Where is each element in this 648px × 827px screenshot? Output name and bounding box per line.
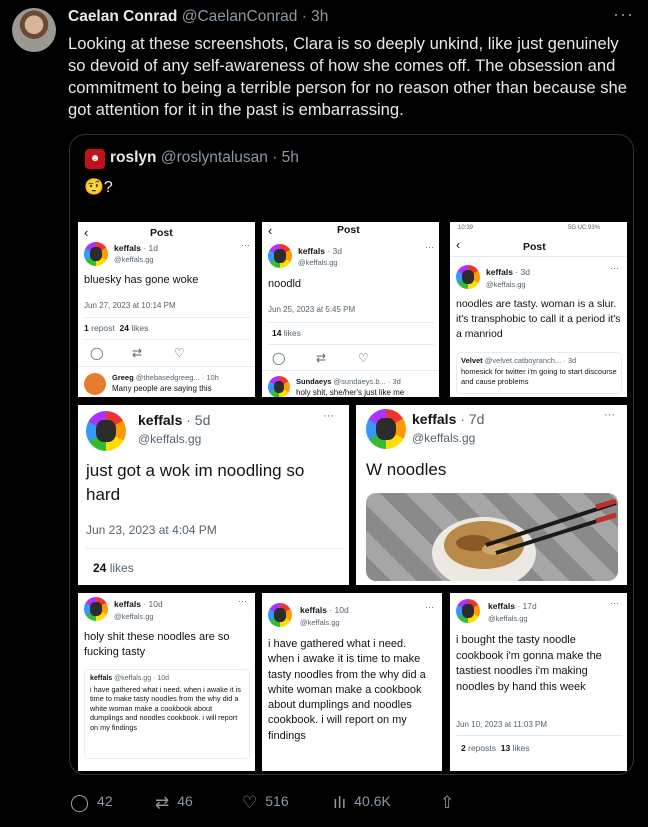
quoted-tweet[interactable] (69, 134, 634, 775)
status-bar-signal: 5G UC 93% (568, 225, 601, 231)
reply-icon: ◯ (90, 346, 104, 360)
like-icon: ♡ (358, 351, 369, 365)
noodle-bowl-illustration (366, 493, 618, 581)
screenshot-5[interactable] (356, 405, 627, 585)
more-icon: ··· (604, 409, 615, 421)
reply-text: homesick for twitter i'm going to start discourse and cause problems (461, 367, 617, 386)
post-meta: keffals · 5d (138, 412, 211, 428)
avatar (456, 265, 480, 289)
post-stats: 24 likes (93, 561, 134, 575)
like-icon: ♡ (242, 793, 258, 812)
post-meta: keffals · 10d (300, 605, 349, 615)
reply-icon: ◯ (272, 351, 286, 365)
post-date: Jun 23, 2023 at 4:04 PM (86, 523, 217, 537)
post-handle: @keffals.gg (300, 618, 340, 627)
post-stats: 2 reposts 13 likes (461, 743, 530, 753)
post-handle: @keffals.gg (488, 614, 528, 623)
more-icon: ··· (610, 263, 619, 273)
reply-avatar (84, 373, 106, 395)
post-header: Post (150, 227, 173, 239)
author-name[interactable]: Caelan Conrad (68, 8, 178, 25)
quote-author-handle[interactable]: @roslyntalusan (160, 149, 268, 166)
more-icon: ··· (238, 596, 247, 606)
avatar (86, 411, 126, 451)
screenshot-7[interactable] (262, 593, 442, 771)
avatar (84, 597, 108, 621)
post-meta: keffals · 10d (114, 599, 163, 609)
post-header: Post (337, 224, 360, 236)
reply-card (456, 352, 622, 394)
post-handle: @keffals.gg (298, 258, 338, 267)
more-icon: ··· (425, 242, 434, 252)
reply-button[interactable] (70, 793, 113, 813)
noodle-photo (366, 493, 618, 581)
reply-icon: ◯ (70, 793, 90, 812)
like-count: 516 (265, 793, 289, 809)
post-handle: @keffals.gg (138, 432, 202, 446)
tweet-time[interactable]: · 3h (301, 8, 329, 25)
like-icon: ♡ (174, 346, 185, 360)
avatar (84, 242, 108, 266)
reply-meta: Greeg @thebasedgreeg... · 10h (112, 373, 219, 382)
reply-text: holy shit, she/her's just like me (296, 388, 405, 397)
quote-text: 🤨? (84, 179, 113, 196)
post-time: · 1d (143, 243, 158, 253)
back-arrow-icon: ‹ (268, 223, 273, 238)
status-bar-time: 10:39 (458, 225, 474, 231)
post-text: holy shit these noodles are so fucking tasty (84, 631, 230, 658)
post-header: Post (523, 241, 546, 253)
quote-header (110, 149, 299, 167)
like-button[interactable] (242, 793, 289, 813)
quote-author-name[interactable]: roslyn (110, 149, 157, 166)
post-meta: keffals · 3d (486, 267, 530, 277)
repost-icon: ⇄ (132, 346, 143, 360)
avatar (268, 603, 292, 627)
share-button[interactable] (440, 793, 462, 813)
post-stats: 1 repost 24 likes (84, 323, 149, 333)
post-handle: @keffals.gg (486, 280, 526, 289)
tweet-text: Looking at these screenshots, Clara is so deeply unkind, like just genuinely so devoid of any self-awareness of how she comes off. The obsession and commitment to being a terrible person for no reason other than because she got attention for it in the past is embarrassing. (68, 34, 627, 119)
back-arrow-icon: ‹ (456, 237, 461, 252)
more-icon: ··· (323, 410, 334, 422)
repost-icon: ⇄ (155, 793, 170, 812)
post-stats: 14 likes (272, 328, 301, 338)
post-date: Jun 27, 2023 at 10:14 PM (84, 301, 176, 310)
post-handle: @keffals.gg (412, 431, 476, 445)
more-icon: ··· (241, 240, 250, 250)
post-text: just got a wok im noodling so hard (86, 461, 305, 504)
avatar (366, 409, 406, 449)
screenshot-3[interactable] (450, 222, 627, 397)
reply-count: 42 (97, 793, 113, 809)
post-date: Jun 25, 2023 at 5:45 PM (268, 305, 356, 314)
more-icon: ··· (610, 598, 619, 608)
post-text: bluesky has gone woke (84, 274, 199, 286)
avatar (456, 599, 480, 623)
post-text: noodld (268, 278, 302, 290)
post-meta: keffals · 17d (488, 601, 537, 611)
views-button[interactable] (333, 793, 391, 813)
reply-meta: Velvet @velvet.catboyranch... · 3d (461, 356, 577, 365)
screenshot-2[interactable] (262, 222, 439, 397)
tweet-header (68, 8, 328, 26)
post-text: W noodles (366, 460, 447, 479)
screenshot-4[interactable] (78, 405, 349, 585)
more-icon[interactable]: ··· (613, 4, 634, 24)
repost-button[interactable] (155, 793, 193, 813)
post-meta (114, 243, 158, 253)
author-handle[interactable]: @CaelanConrad (181, 8, 298, 25)
post-text: noodles are tasty. woman is a slur. it's transphobic to call it a period it's a manriod (456, 298, 621, 340)
screenshot-8[interactable] (450, 593, 627, 771)
quote-author-avatar: ☻ (85, 149, 105, 169)
post-handle: @keffals.gg (114, 255, 154, 264)
repost-icon: ⇄ (316, 351, 327, 365)
screenshot-6[interactable] (78, 593, 255, 771)
post-author: keffals (114, 243, 141, 253)
post-meta: keffals · 7d (412, 411, 485, 427)
views-icon: ılı (333, 793, 347, 812)
author-avatar[interactable] (12, 8, 56, 52)
post-text: i have gathered what i need. when i awake it is time to make tasty noodles from the why did a white woman make a cookbook about dumplings and noodles cookbook. i will report on my findings (268, 638, 426, 742)
post-text: i bought the tasty noodle cookbook i'm gonna make the tastiest noodles i'm making noodles by hand this week (456, 634, 602, 693)
post-date: Jun 10, 2023 at 11:03 PM (456, 720, 548, 729)
share-icon: ⇧ (440, 793, 455, 812)
back-arrow-icon: ‹ (84, 225, 89, 240)
quoted-post-meta: keffals @keffals.gg · 10d (90, 675, 170, 682)
more-icon: ··· (425, 602, 434, 612)
quoted-post-text: i have gathered what i need. when i awake it is time to make tasty noodles from the why did a white woman make a cookbook about dumplings and noodles cookbook. i will report on my findings (90, 685, 241, 732)
screenshot-1[interactable] (78, 222, 255, 397)
avatar (268, 244, 292, 268)
reply-text: Many people are saying this (112, 384, 212, 393)
post-handle: @keffals.gg (114, 612, 154, 621)
reply-avatar (268, 376, 290, 397)
view-count: 40.6K (354, 793, 391, 809)
post-meta: keffals · 3d (298, 246, 342, 256)
quote-time: · 5h (272, 149, 299, 166)
reply-meta: Sundaeys @sundaeys.b... · 3d (296, 377, 401, 386)
quoted-post-card (84, 669, 250, 759)
repost-count: 46 (177, 793, 193, 809)
